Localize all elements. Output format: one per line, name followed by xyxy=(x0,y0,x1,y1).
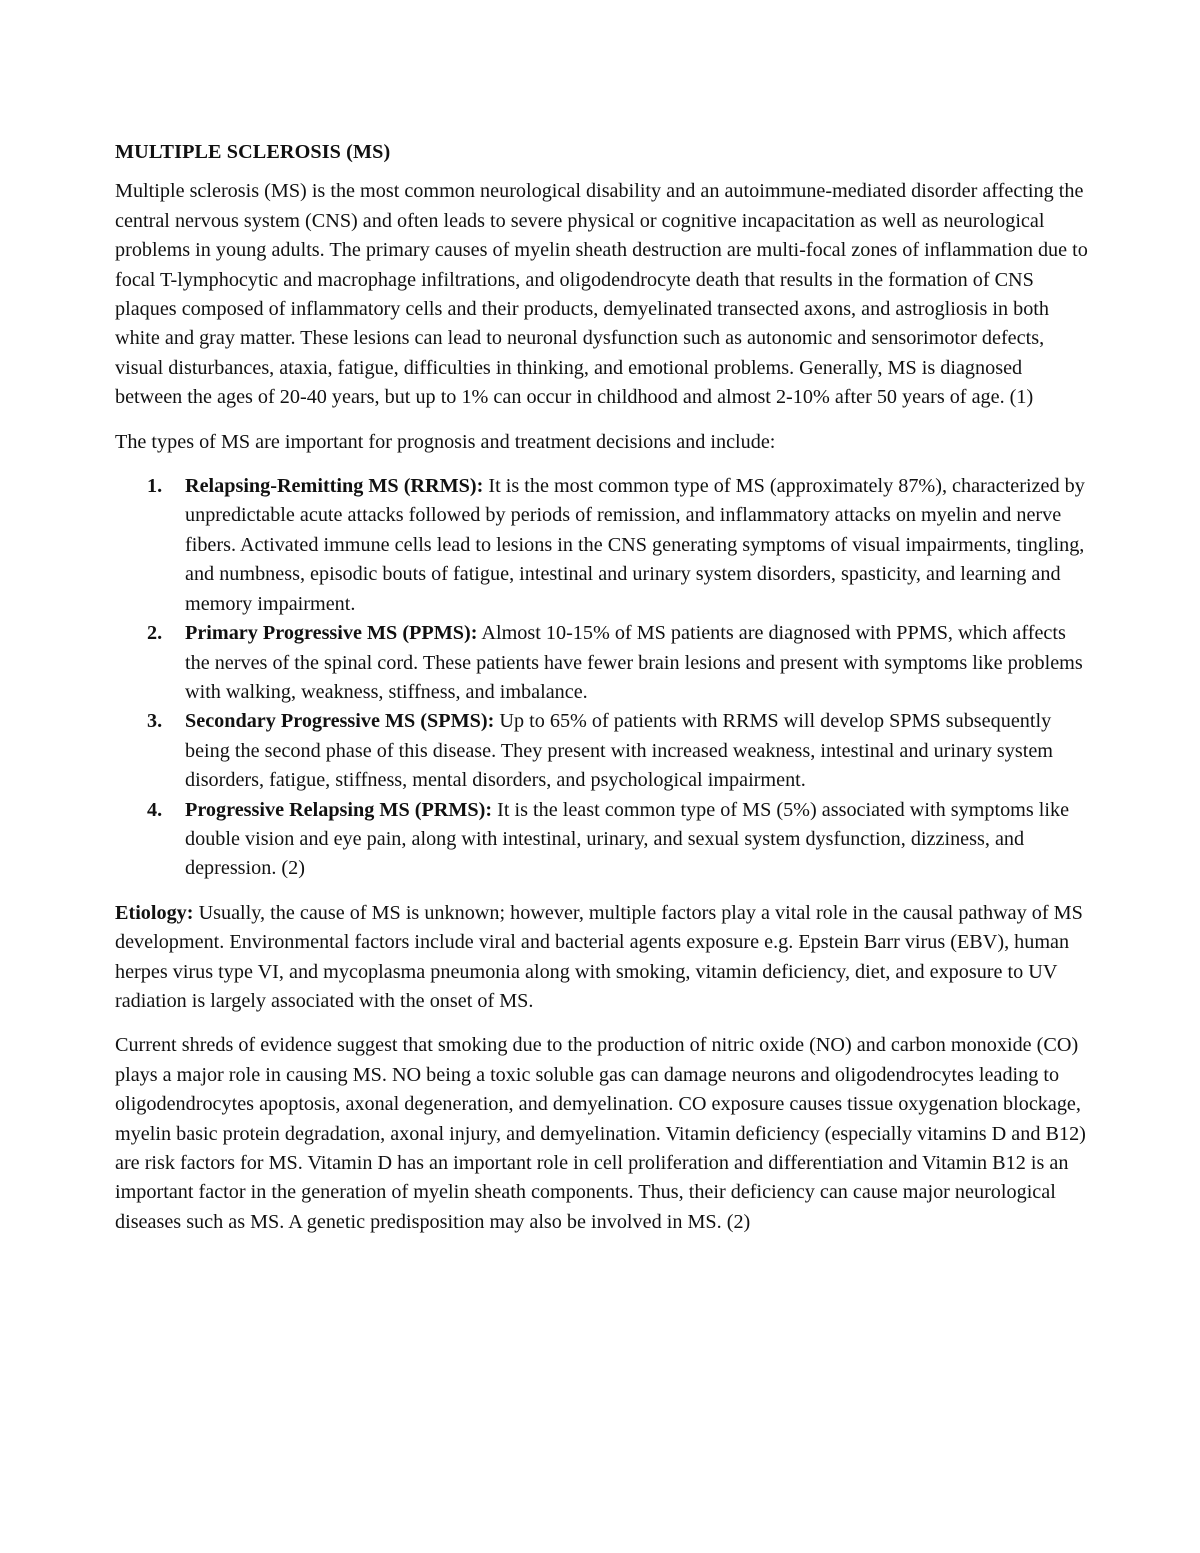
list-item xyxy=(147,796,1090,884)
list-item xyxy=(147,619,1090,707)
ms-types-list xyxy=(115,472,1090,884)
list-item-text: Up to 65% of patients with RRMS will develop SPMS subsequently being the second phase of this disease. They present with increased weakness, intestinal and urinary system disorders, fatigue, stiffness, mental disorders, and psychological impairment. xyxy=(185,710,1054,792)
document-page xyxy=(115,138,1090,1252)
list-item-term: Progressive Relapsing MS (PRMS): xyxy=(185,798,493,821)
list-item-term: Secondary Progressive MS (SPMS): xyxy=(185,710,495,733)
list-item-number: 2. xyxy=(147,622,163,645)
list-item-term: Relapsing-Remitting MS (RRMS): xyxy=(185,475,484,498)
intro-paragraph: Multiple sclerosis (MS) is the most common neurological disability and an autoimmune-mediated disorder affecting the central nervous system (CNS) and often leads to severe physical or cognitive incapacitation as well as neurological problems in young adults. The primary causes of myelin sheath destruction are multi-focal zones of inflammation due to focal T-lymphocytic and macrophage infiltrations, and oligodendrocyte death that results in the formation of CNS plaques composed of inflammatory cells and their products, demyelinated transected axons, and astrogliosis in both white and gray matter. These lesions can lead to neuronal dysfunction such as autonomic and sensorimotor defects, visual disturbances, ataxia, fatigue, difficulties in thinking, and emotional problems. Generally, MS is diagnosed between the ages of 20-40 years, but up to 1% can occur in childhood and almost 2-10% after 50 years of age. (1) xyxy=(115,180,1088,409)
etiology-text: Usually, the cause of MS is unknown; however, multiple factors play a vital role in the causal pathway of MS development. Environmental factors include viral and bacterial agents exposure e.g. Epstein Barr virus (EBV), human herpes virus type VI, and mycoplasma pneumonia along with smoking, vitamin deficiency, diet, and exposure to UV radiation is largely associated with the onset of MS. xyxy=(115,901,1083,1012)
list-item xyxy=(147,707,1090,795)
list-item-text: It is the least common type of MS (5%) associated with symptoms like double vision and eye pain, along with intestinal, urinary, and sexual system dysfunction, dizziness, and depression. (2) xyxy=(185,798,1070,880)
list-item-number: 4. xyxy=(147,798,163,821)
list-item-text: It is the most common type of MS (approximately 87%), characterized by unpredictable acute attacks followed by periods of remission, and inflammatory attacks on myelin and nerve fibers. Activated immune cells lead to lesions in the CNS generating symptoms of visual impairments, tingling, and numbness, episodic bouts of fatigue, intestinal and urinary system disorders, spasticity, and learning and memory impairment. xyxy=(185,475,1085,615)
list-item-text: Almost 10-15% of MS patients are diagnosed with PPMS, which affects the nerves of the spinal cord. These patients have fewer brain lesions and present with symptoms like problems with walking, weakness, stiffness, and imbalance. xyxy=(185,622,1083,703)
types-intro-paragraph: The types of MS are important for prognosis and treatment decisions and include: xyxy=(115,430,776,453)
list-item xyxy=(147,472,1090,619)
etiology-label: Etiology: xyxy=(115,901,194,924)
list-item-term: Primary Progressive MS (PPMS): xyxy=(185,622,478,645)
list-item-number: 3. xyxy=(147,710,163,733)
document-title: MULTIPLE SCLEROSIS (MS) xyxy=(115,141,391,163)
list-item-number: 1. xyxy=(147,475,163,498)
evidence-paragraph: Current shreds of evidence suggest that smoking due to the production of nitric oxide (NO) and carbon monoxide (CO) plays a major role in causing MS. NO being a toxic soluble gas can damage neurons and oligodendrocytes leading to oligodendrocytes apoptosis, axonal degeneration, and demyelination. CO exposure causes tissue oxygenation blockage, myelin basic protein degradation, axonal injury, and demyelination. Vitamin deficiency (especially vitamins D and B12) are risk factors for MS. Vitamin D has an important role in cell proliferation and differentiation and Vitamin B12 is an important factor in the generation of myelin sheath components. Thus, their deficiency can cause major neurological diseases such as MS. A genetic predisposition may also be involved in MS. (2) xyxy=(115,1034,1086,1233)
etiology-paragraph xyxy=(115,899,1090,1017)
